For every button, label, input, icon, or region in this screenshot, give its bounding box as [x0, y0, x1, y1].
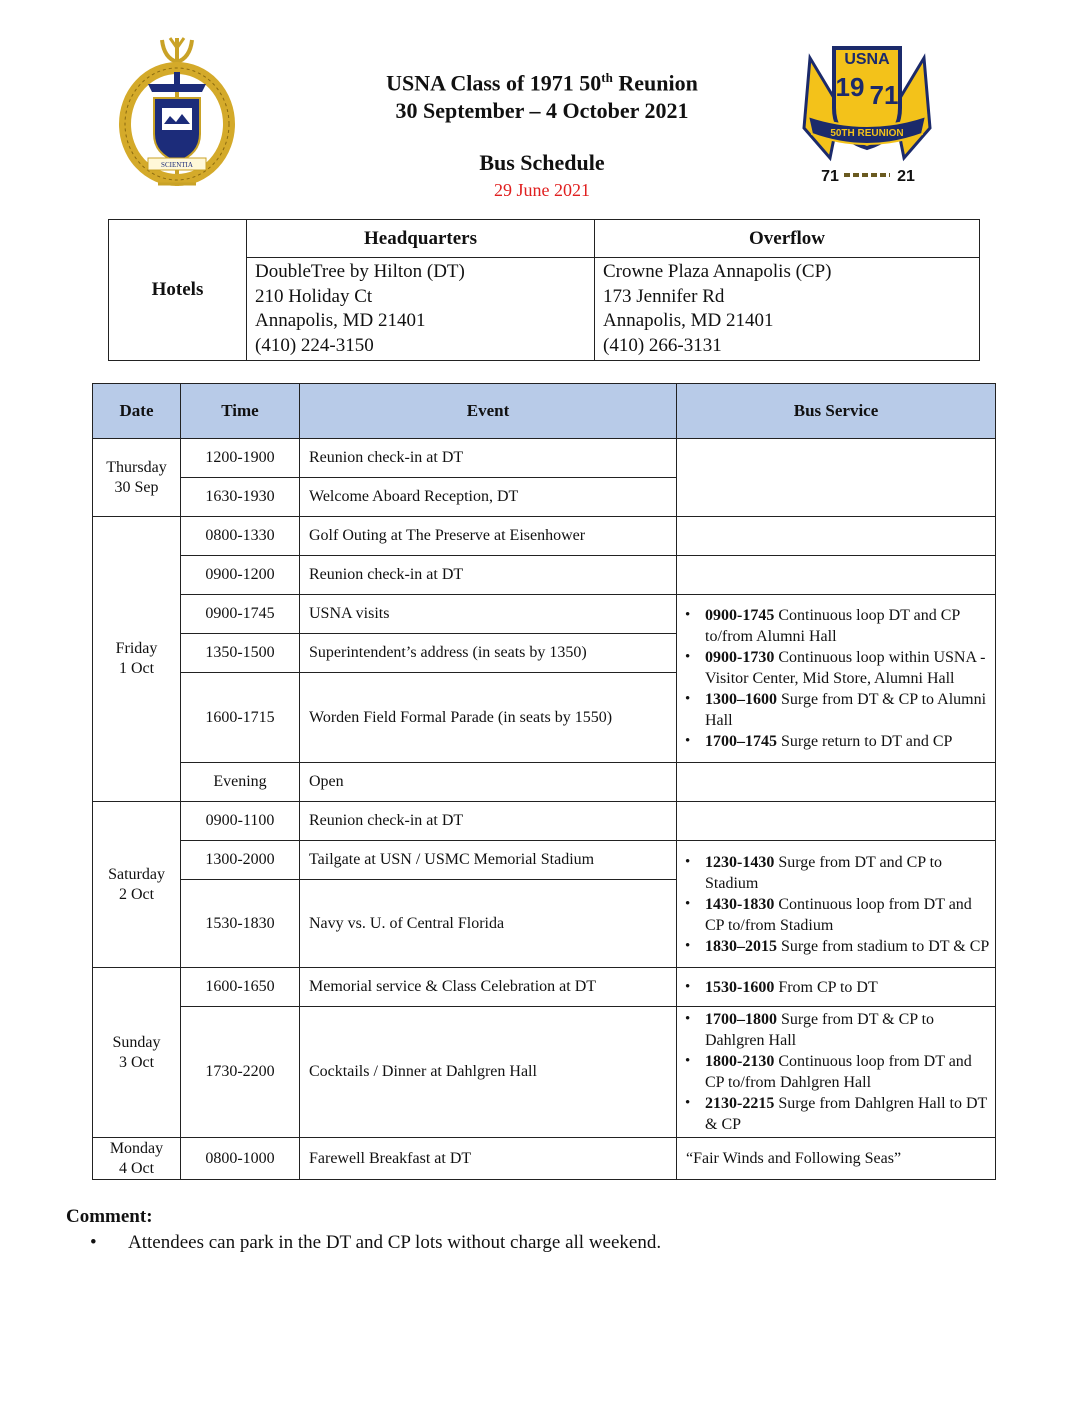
list-item: • 1300–1600 Surge from DT & CP to Alumni Hall [677, 689, 991, 731]
column-header-date: Date [93, 384, 181, 439]
time-cell: 1730-2200 [181, 1007, 300, 1138]
hotels-table [108, 219, 980, 361]
hotel-address-line: Annapolis, MD 21401 [255, 310, 426, 331]
date-cell-monday: Monday 4 Oct [93, 1138, 181, 1180]
time-cell: 0900-1745 [181, 595, 300, 634]
bus-service-list [677, 977, 991, 998]
list-item: • 1230-1430 Surge from DT and CP to Stadium [677, 852, 991, 894]
table-row [93, 517, 996, 556]
list-item: • 1430-1830 Continuous loop from DT and CP to/from Stadium [677, 894, 991, 936]
time-cell: Evening [181, 763, 300, 802]
table-row [93, 595, 996, 634]
list-item: • 1530-1600 From CP to DT [677, 977, 991, 998]
hotels-label: Hotels [109, 220, 247, 361]
event-cell: Tailgate at USN / USMC Memorial Stadium [300, 841, 677, 880]
bus-cell-sunday-dinner [677, 1007, 996, 1138]
bus-service-list [677, 852, 991, 957]
table-row [93, 439, 996, 478]
overflow-hotel-address [595, 258, 980, 361]
list-item: • 0900-1745 Continuous loop DT and CP to/from Alumni Hall [677, 605, 991, 647]
event-cell: Superintendent’s address (in seats by 1350) [300, 634, 677, 673]
logo-banner-text: 50TH REUNION [830, 128, 904, 139]
time-cell: 0800-1330 [181, 517, 300, 556]
bus-cell-empty [677, 556, 996, 595]
column-header-bus-service: Bus Service [677, 384, 996, 439]
event-cell: Farewell Breakfast at DT [300, 1138, 677, 1180]
table-row [93, 1138, 996, 1180]
list-item: • 1700–1800 Surge from DT & CP to Dahlgren Hall [677, 1009, 991, 1051]
event-cell: Memorial service & Class Celebration at DT [300, 968, 677, 1007]
logo-year-top: 19 [835, 72, 865, 102]
date-cell-friday: Friday 1 Oct [93, 517, 181, 802]
table-row [93, 802, 996, 841]
logo-left-year: 71 [821, 168, 839, 185]
hotel-address-line: DoubleTree by Hilton (DT) [255, 261, 465, 282]
event-cell: Reunion check-in at DT [300, 802, 677, 841]
logo-right-year: 21 [897, 168, 915, 185]
logo-usna-text: USNA [844, 51, 890, 68]
time-cell: 1600-1650 [181, 968, 300, 1007]
time-cell: 0900-1200 [181, 556, 300, 595]
list-item: • 0900-1730 Continuous loop within USNA -Visitor Center, Mid Store, Alumni Hall [677, 647, 991, 689]
event-cell: Reunion check-in at DT [300, 439, 677, 478]
bullet-icon: • [90, 1232, 97, 1253]
document-subtitle: Bus Schedule [479, 150, 605, 175]
title-line-2: 30 September – 4 October 2021 [395, 98, 689, 124]
table-row [93, 556, 996, 595]
time-cell: 1350-1500 [181, 634, 300, 673]
list-item: • 1800-2130 Continuous loop from DT and CP to/from Dahlgren Hall [677, 1051, 991, 1093]
table-row [93, 968, 996, 1007]
event-cell: Reunion check-in at DT [300, 556, 677, 595]
hotels-header-headquarters: Headquarters [247, 220, 595, 258]
bus-service-list [677, 1009, 991, 1135]
hotel-address-line: Annapolis, MD 21401 [603, 310, 774, 331]
hotels-header-overflow: Overflow [595, 220, 980, 258]
time-cell: 1530-1830 [181, 880, 300, 968]
event-cell: USNA visits [300, 595, 677, 634]
column-header-event: Event [300, 384, 677, 439]
hotel-address-line: (410) 266-3131 [603, 334, 722, 356]
event-cell: Open [300, 763, 677, 802]
class-of-1971-reunion-logo [800, 38, 934, 186]
bus-schedule-table [92, 383, 996, 1180]
table-row [93, 1007, 996, 1138]
column-header-time: Time [181, 384, 300, 439]
time-cell: 0800-1000 [181, 1138, 300, 1180]
headquarters-hotel-address [247, 258, 595, 361]
event-cell: Cocktails / Dinner at Dahlgren Hall [300, 1007, 677, 1138]
event-cell: Golf Outing at The Preserve at Eisenhower [300, 517, 677, 556]
comment-list-item [90, 1232, 661, 1254]
time-cell: 0900-1100 [181, 802, 300, 841]
date-cell-sunday: Sunday 3 Oct [93, 968, 181, 1138]
list-item: • 1830–2015 Surge from stadium to DT & CP [677, 936, 991, 957]
hotel-address-line: Crowne Plaza Annapolis (CP) [603, 261, 832, 282]
bus-cell-sunday-memorial [677, 968, 996, 1007]
table-row [93, 763, 996, 802]
title-line-1: USNA Class of 1971 50th Reunion [386, 70, 698, 96]
naval-academy-crest-logo [118, 36, 236, 191]
bus-service-list [677, 605, 991, 752]
comment-heading: Comment: [66, 1206, 153, 1227]
bus-cell-monday-quote: “Fair Winds and Following Seas” [677, 1138, 996, 1180]
date-cell-saturday: Saturday 2 Oct [93, 802, 181, 968]
bus-cell-saturday [677, 841, 996, 968]
time-cell: 1600-1715 [181, 673, 300, 763]
time-cell: 1300-2000 [181, 841, 300, 880]
hotel-address-line: 210 Holiday Ct [255, 285, 373, 307]
bus-cell-empty [677, 802, 996, 841]
schedule-header-row [93, 384, 996, 439]
document-title [300, 64, 784, 125]
time-cell: 1200-1900 [181, 439, 300, 478]
bus-cell-friday [677, 595, 996, 763]
time-cell: 1630-1930 [181, 478, 300, 517]
event-cell: Welcome Aboard Reception, DT [300, 478, 677, 517]
bus-cell-empty [677, 763, 996, 802]
svg-text:SCIENTIA: SCIENTIA [161, 161, 193, 169]
event-cell: Worden Field Formal Parade (in seats by 1550) [300, 673, 677, 763]
comment-text: Attendees can park in the DT and CP lots without charge all weekend. [128, 1232, 662, 1253]
document-date: 29 June 2021 [494, 180, 590, 200]
bus-cell-empty [677, 517, 996, 556]
event-cell: Navy vs. U. of Central Florida [300, 880, 677, 968]
hotel-address-line: (410) 224-3150 [255, 334, 374, 356]
list-item: • 2130-2215 Surge from Dahlgren Hall to DT & CP [677, 1093, 991, 1135]
list-item: • 1700–1745 Surge return to DT and CP [677, 731, 991, 752]
logo-year-bottom: 71 [869, 80, 899, 110]
date-cell-thursday: Thursday 30 Sep [93, 439, 181, 517]
hotel-address-line: 173 Jennifer Rd [603, 285, 725, 307]
bus-cell-empty [677, 439, 996, 517]
table-row [93, 841, 996, 880]
